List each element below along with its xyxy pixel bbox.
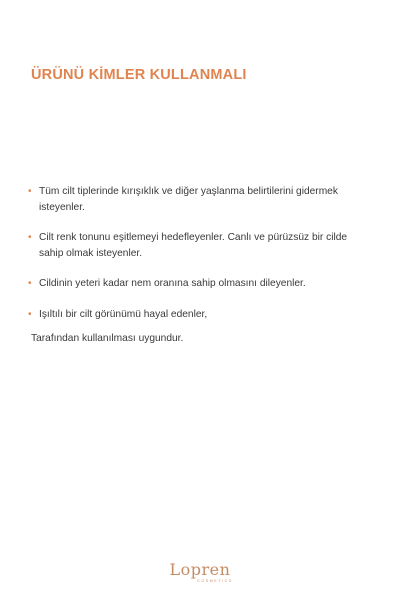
bullet-icon: • (28, 232, 32, 243)
list-item (28, 230, 373, 261)
list-item-text: Tüm cilt tiplerinde kırışıklık ve diğer yaşlanma belirtilerini gidermek isteyenler. (39, 186, 338, 213)
page-title: ÜRÜNÜ KİMLER KULLANMALI (31, 67, 247, 83)
brand-logo (0, 562, 400, 583)
bullet-icon: • (28, 186, 32, 197)
brand-subtitle: COSMETICS (197, 579, 233, 583)
closing-text: Tarafından kullanılması uygundur. (31, 333, 184, 344)
list-item-text: Cilt renk tonunu eşitlemeyi hedefleyenler. Canlı ve pürüzsüz bir cilde sahip olmak isteyenler. (39, 232, 348, 259)
list-item (28, 307, 373, 323)
brand-name: Lopren (169, 560, 231, 579)
bullet-icon: • (28, 308, 32, 320)
usage-list (28, 184, 373, 337)
list-item-text: Cildinin yeteri kadar nem oranına sahip olmasını dileyenler. (39, 278, 306, 289)
bullet-icon: • (28, 278, 32, 289)
list-item (28, 276, 373, 292)
list-item (28, 184, 373, 215)
list-item-text: Işıltılı bir cilt görünümü hayal edenler, (39, 308, 208, 320)
